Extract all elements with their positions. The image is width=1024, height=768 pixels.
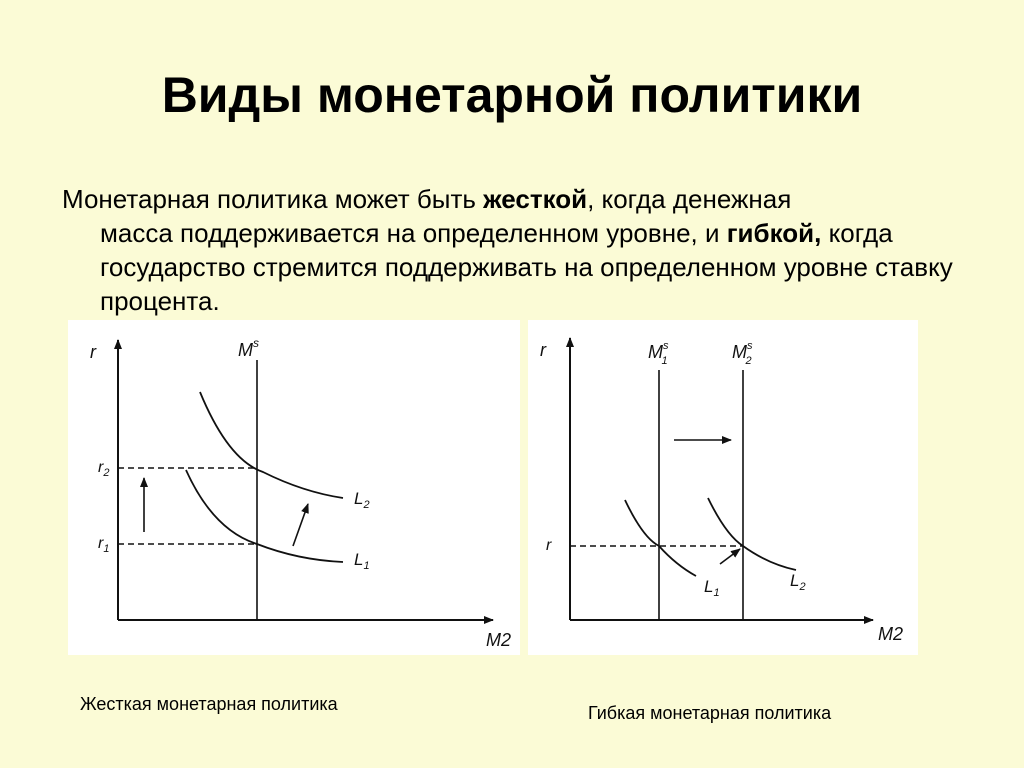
demand-curve-l1 bbox=[625, 500, 696, 576]
l1-label: $L_1$ bbox=[354, 550, 370, 572]
rigid-policy-svg bbox=[68, 320, 520, 655]
money-supply-1-label: $M^s$ 1 bbox=[648, 340, 669, 367]
demand-shift-arrow bbox=[293, 504, 308, 546]
money-supply-label: $M^s$ bbox=[238, 336, 259, 360]
intro-paragraph bbox=[62, 182, 962, 318]
caption-flexible-policy: Гибкая монетарная политика bbox=[588, 703, 832, 723]
demand-curve-l1 bbox=[186, 470, 343, 562]
r2-label: $r_2$ bbox=[98, 459, 110, 479]
term-flexible: гибкой, bbox=[726, 218, 822, 248]
l2-label: $L_2$ bbox=[790, 571, 806, 593]
r-label: r bbox=[546, 537, 552, 554]
flexible-policy-svg bbox=[528, 320, 918, 655]
r1-label: $r_1$ bbox=[98, 535, 110, 555]
x-axis-label: M2 bbox=[486, 630, 512, 650]
paragraph-continuation: масса поддерживается на определенном уровне, и гибкой, когда государство стремится поддерживать на определенном уровне ставку процента. bbox=[100, 218, 953, 316]
demand-curve-l2 bbox=[200, 392, 343, 498]
term-rigid: жесткой bbox=[483, 184, 588, 214]
slide-title: Виды монетарной политики bbox=[161, 67, 863, 123]
rigid-policy-diagram bbox=[68, 320, 520, 655]
l2-label: $L_2$ bbox=[354, 489, 370, 511]
demand-curve-l2 bbox=[708, 498, 796, 570]
flexible-policy-diagram bbox=[528, 320, 918, 655]
money-supply-2-label: $M^s$ 2 bbox=[732, 340, 753, 367]
demand-shift-arrow bbox=[720, 549, 740, 564]
caption-rigid-policy: Жесткая монетарная политика bbox=[80, 694, 338, 714]
y-axis-label: r bbox=[90, 342, 96, 362]
l1-label: $L_1$ bbox=[704, 577, 720, 599]
paragraph-line-1: Монетарная политика может быть жесткой, когда денежная bbox=[62, 184, 792, 214]
y-axis-label: r bbox=[540, 340, 546, 360]
x-axis-label: M2 bbox=[878, 624, 904, 644]
